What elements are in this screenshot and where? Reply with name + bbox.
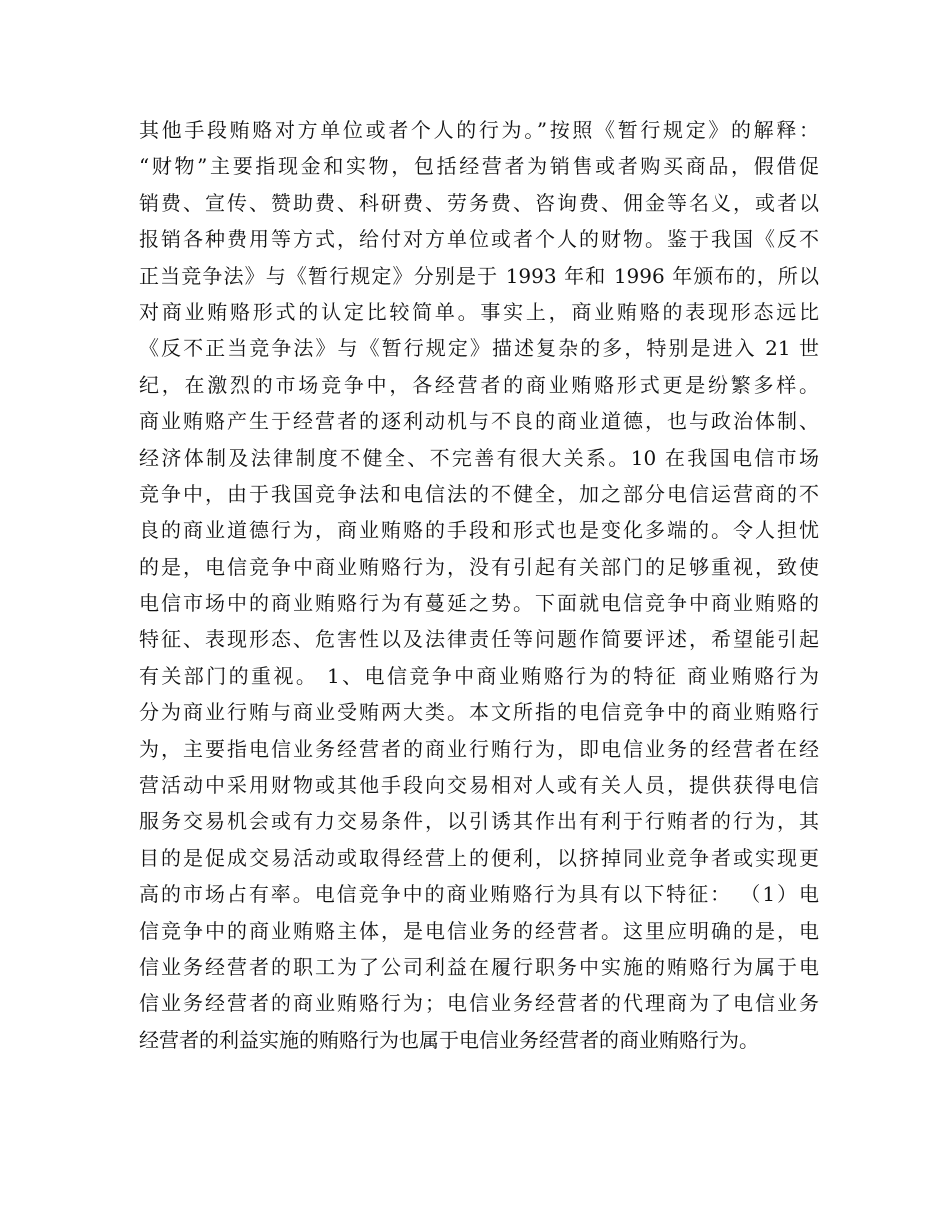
text-line: “财物”主要指现金和实物，包括经营者为销售或者购买商品，假借促 xyxy=(139,154,819,179)
text-line: 的是，电信竞争中商业贿赂行为，没有引起有关部门的足够重视，致使 xyxy=(139,554,819,579)
text-line: 营活动中采用财物或其他手段向交易相对人或有关人员，提供获得电信 xyxy=(139,773,819,798)
text-line: 电信市场中的商业贿赂行为有蔓延之势。下面就电信竞争中商业贿赂的 xyxy=(139,591,819,616)
text-line: 为，主要指电信业务经营者的商业行贿行为，即电信业务的经营者在经 xyxy=(139,736,819,761)
text-line: 良的商业道德行为，商业贿赂的手段和形式也是变化多端的。令人担忧 xyxy=(139,518,819,543)
text-line: 有关部门的重视。 1、电信竞争中商业贿赂行为的特征 商业贿赂行为 xyxy=(139,663,819,688)
text-line: 信竞争中的商业贿赂主体，是电信业务的经营者。这里应明确的是，电 xyxy=(139,918,819,943)
text-line: 《反不正当竞争法》与《暂行规定》描述复杂的多，特别是进入 21 世 xyxy=(139,336,819,361)
text-line: 竞争中，由于我国竞争法和电信法的不健全，加之部分电信运营商的不 xyxy=(139,481,819,506)
text-line: 对商业贿赂形式的认定比较简单。事实上，商业贿赂的表现形态远比 xyxy=(139,299,819,324)
text-line: 经济体制及法律制度不健全、不完善有很大关系。10 在我国电信市场 xyxy=(139,445,819,470)
text-line: 特征、表现形态、危害性以及法律责任等问题作简要评述，希望能引起 xyxy=(139,627,819,652)
text-line: 销费、宣传、赞助费、科研费、劳务费、咨询费、佣金等名义，或者以 xyxy=(139,190,819,215)
text-line: 分为商业行贿与商业受贿两大类。本文所指的电信竞争中的商业贿赂行 xyxy=(139,700,819,725)
text-line: 高的市场占有率。电信竞争中的商业贿赂行为具有以下特征： （1）电 xyxy=(139,882,819,907)
text-line: 正当竞争法》与《暂行规定》分别是于 1993 年和 1996 年颁布的，所以 xyxy=(139,263,819,288)
text-line: 其他手段贿赂对方单位或者个人的行为。”按照《暂行规定》的解释： xyxy=(139,118,819,142)
body-text xyxy=(139,112,819,1058)
text-line: 经营者的利益实施的贿赂行为也属于电信业务经营者的商业贿赂行为。 xyxy=(139,1027,759,1052)
text-line: 纪，在激烈的市场竞争中，各经营者的商业贿赂形式更是纷繁多样。 xyxy=(139,372,819,397)
text-line: 报销各种费用等方式，给付对方单位或者个人的财物。鉴于我国《反不 xyxy=(139,227,819,252)
text-line: 信业务经营者的职工为了公司利益在履行职务中实施的贿赂行为属于电 xyxy=(139,954,819,979)
text-line: 信业务经营者的商业贿赂行为；电信业务经营者的代理商为了电信业务 xyxy=(139,991,819,1016)
text-line: 商业贿赂产生于经营者的逐利动机与不良的商业道德，也与政治体制、 xyxy=(139,409,819,434)
text-line: 目的是促成交易活动或取得经营上的便利，以挤掉同业竞争者或实现更 xyxy=(139,845,819,870)
text-line: 服务交易机会或有力交易条件，以引诱其作出有利于行贿者的行为，其 xyxy=(139,809,819,834)
